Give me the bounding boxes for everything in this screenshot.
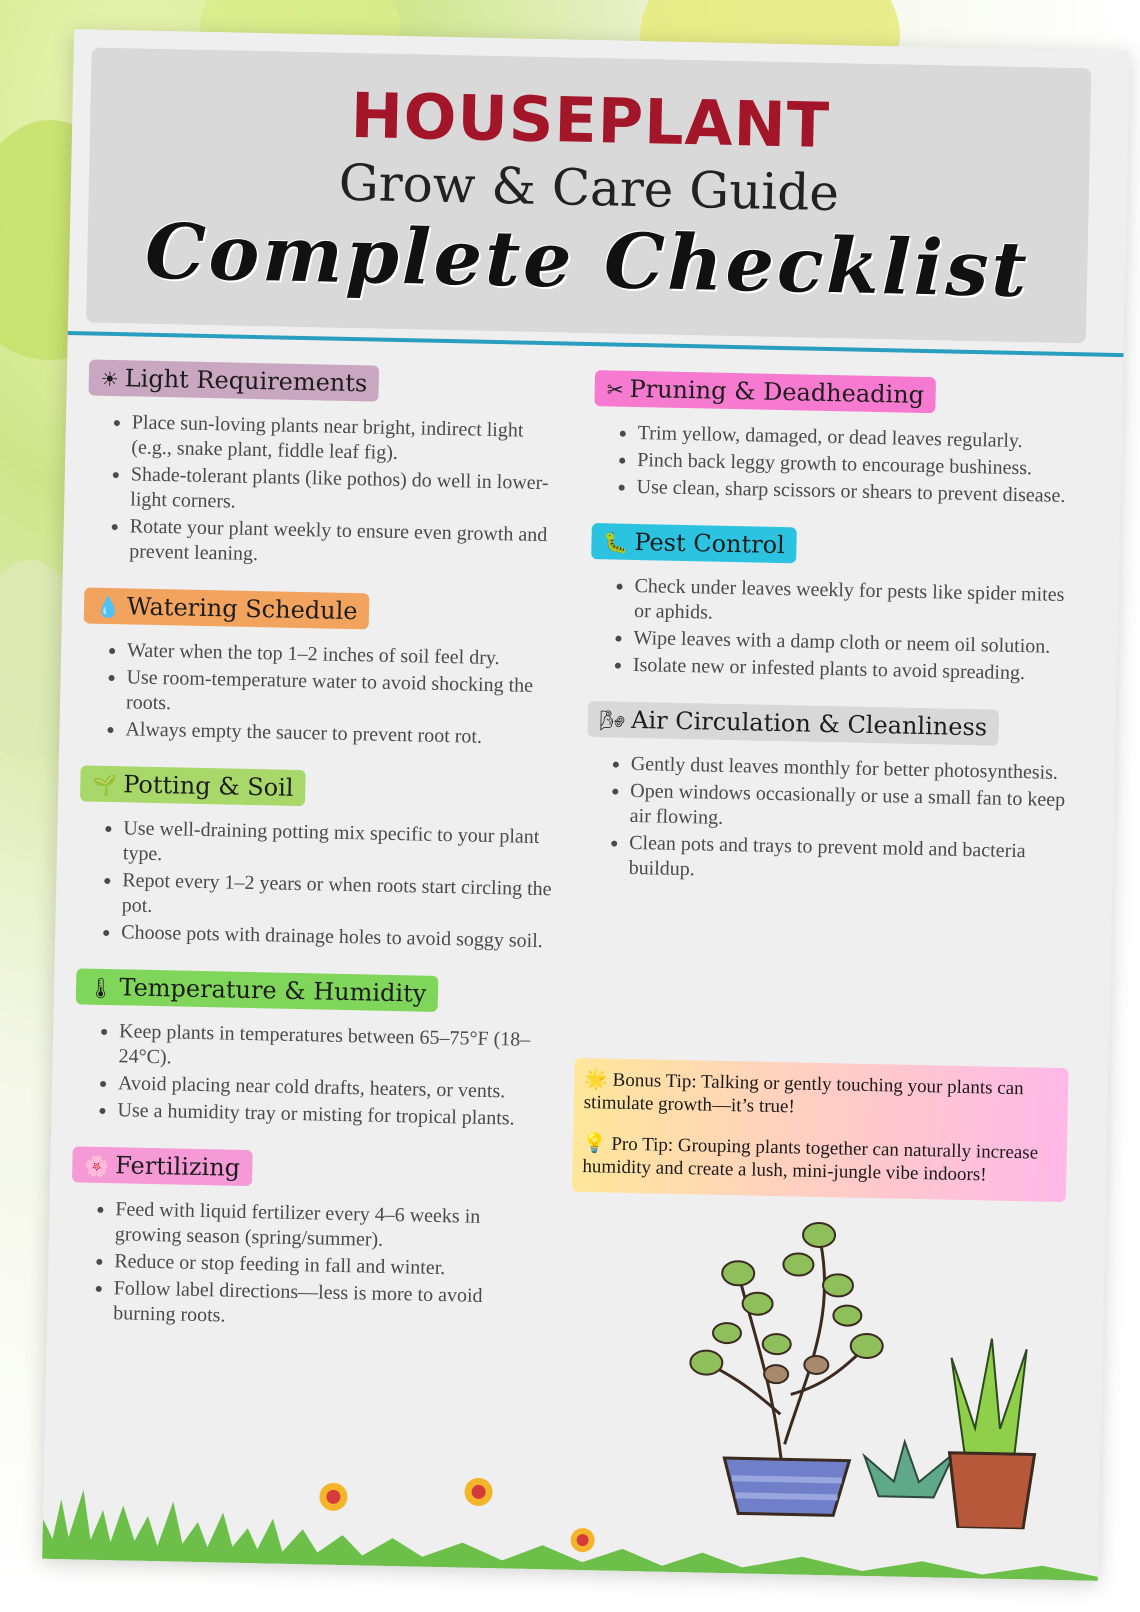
checklist-item: • Clean pots and trays to prevent mold and bacteria buildup. [628, 831, 1065, 890]
checklist-item: • Check under leaves weekly for pests like spider mites or aphids. [634, 574, 1071, 633]
section-light-requirements [85, 359, 569, 573]
checklist-item: • Isolate new or infested plants to avoid spreading. [633, 653, 1069, 687]
page-heading: Complete Checklist [144, 206, 1031, 315]
section-heading [591, 523, 797, 563]
bonus-tip-text: Bonus Tip: Talking or gently touching your plants can stimulate growth—it’s true! [583, 1069, 1024, 1118]
checklist-item: • Use clean, sharp scissors or shears to prevent disease. [636, 475, 1072, 509]
checklist [69, 1196, 552, 1335]
section-watering-schedule [81, 587, 564, 751]
checklist-sheet [42, 29, 1130, 1581]
flower-icon: 🌸 [84, 1153, 110, 1179]
pro-tip-text: Pro Tip: Grouping plants together can naturally increase humidity and create a lush, mini-jungle vibe indoors! [582, 1133, 1039, 1186]
checklist [81, 637, 563, 751]
left-column [68, 359, 569, 1359]
checklist-item: • Use a humidity tray or misting for tropical plants. [117, 1098, 553, 1132]
wind-icon: 🌬 [599, 708, 626, 733]
checklist [77, 815, 560, 954]
potted-plants-illustration [663, 1192, 1070, 1530]
right-column [584, 370, 1075, 914]
thermometer-icon: 🌡 [87, 975, 114, 1001]
section-title: Air Circulation & Cleanliness [630, 705, 988, 742]
section-heading [72, 1146, 252, 1186]
section-title: Potting & Soil [122, 770, 294, 802]
section-title: Light Requirements [124, 364, 368, 398]
section-heading [84, 587, 370, 629]
section-title: Temperature & Humidity [119, 973, 427, 1008]
section-potting-soil [77, 765, 561, 954]
star-icon: 🌟 [584, 1069, 609, 1091]
section-heading [587, 701, 999, 746]
section-heading [88, 359, 379, 401]
checklist-item: • Keep plants in temperatures between 65–75°F (18–24°C). [118, 1019, 555, 1078]
checklist-item: • Repot every 1–2 years or when roots start circling the pot. [122, 868, 559, 927]
worm-icon: 🐛 [603, 530, 629, 555]
lightbulb-icon: 💡 [582, 1133, 607, 1155]
section-pruning-deadheading [592, 370, 1075, 509]
checklist-item: • Gently dust leaves monthly for better photosynthesis. [631, 752, 1067, 786]
checklist-item: • Reduce or stop feeding in fall and winter. [114, 1249, 550, 1283]
checklist-item: • Use well-draining potting mix specific to your plant type. [123, 816, 560, 875]
checklist-item: • Place sun-loving plants near bright, indirect light (e.g., snake plant, fiddle leaf fig). [131, 410, 568, 469]
checklist-item: • Use room-temperature water to avoid shocking the roots. [126, 665, 563, 724]
checklist [592, 420, 1074, 509]
checklist [589, 573, 1071, 687]
checklist [584, 751, 1067, 890]
checklist [73, 1018, 555, 1132]
section-heading [80, 765, 306, 806]
section-title: Pest Control [634, 527, 786, 560]
checklist-item: • Feed with liquid fertilizer every 4–6 weeks in growing season (spring/summer). [115, 1197, 552, 1256]
checklist-item: • Shade-tolerant plants (like pothos) do well in lower-light corners. [130, 462, 567, 521]
checklist-item: • Always empty the saucer to prevent root rot. [125, 717, 561, 751]
section-pest-control [589, 523, 1072, 687]
water-drop-icon: 💧 [95, 594, 122, 620]
checklist-item: • Water when the top 1–2 inches of soil feel dry. [127, 638, 563, 672]
checklist-item: • Choose pots with drainage holes to avoid soggy soil. [121, 920, 557, 954]
checklist-item: • Wipe leaves with a damp cloth or neem oil solution. [633, 626, 1069, 660]
section-heading [594, 370, 936, 413]
scissors-icon: ✂ [606, 377, 624, 402]
title-banner [86, 47, 1092, 343]
section-title: Fertilizing [114, 1151, 241, 1182]
checklist-item: • Follow label directions—less is more to avoid burning roots. [113, 1276, 550, 1335]
flower-icon [318, 1475, 595, 1553]
tips-box [572, 1058, 1069, 1202]
checklist-item: • Pinch back leggy growth to encourage bushiness. [637, 448, 1073, 482]
section-title: Watering Schedule [126, 592, 358, 626]
sun-icon: ☀ [100, 366, 120, 392]
page-subtitle: Grow & Care Guide [338, 153, 840, 223]
section-title: Pruning & Deadheading [629, 374, 925, 409]
checklist-item: • Rotate your plant weekly to ensure even growth and prevent leaning. [129, 514, 566, 573]
seedling-icon: 🌱 [92, 772, 118, 798]
page-title: HOUSEPLANT [350, 78, 831, 162]
checklist-item: • Open windows occasionally or use a small fan to keep air flowing. [630, 779, 1067, 838]
checklist-item: • Avoid placing near cold drafts, heaters, or vents. [118, 1071, 554, 1105]
section-fertilizing [69, 1146, 553, 1335]
checklist-item: • Trim yellow, damaged, or dead leaves regularly. [638, 421, 1074, 455]
section-temperature-humidity [73, 968, 556, 1132]
section-heading [76, 968, 439, 1012]
bonus-tip [584, 1068, 1059, 1124]
section-air-circulation-cleanliness [584, 701, 1068, 890]
checklist [85, 409, 568, 573]
pro-tip [582, 1132, 1057, 1188]
snake-plant [950, 1338, 1027, 1455]
